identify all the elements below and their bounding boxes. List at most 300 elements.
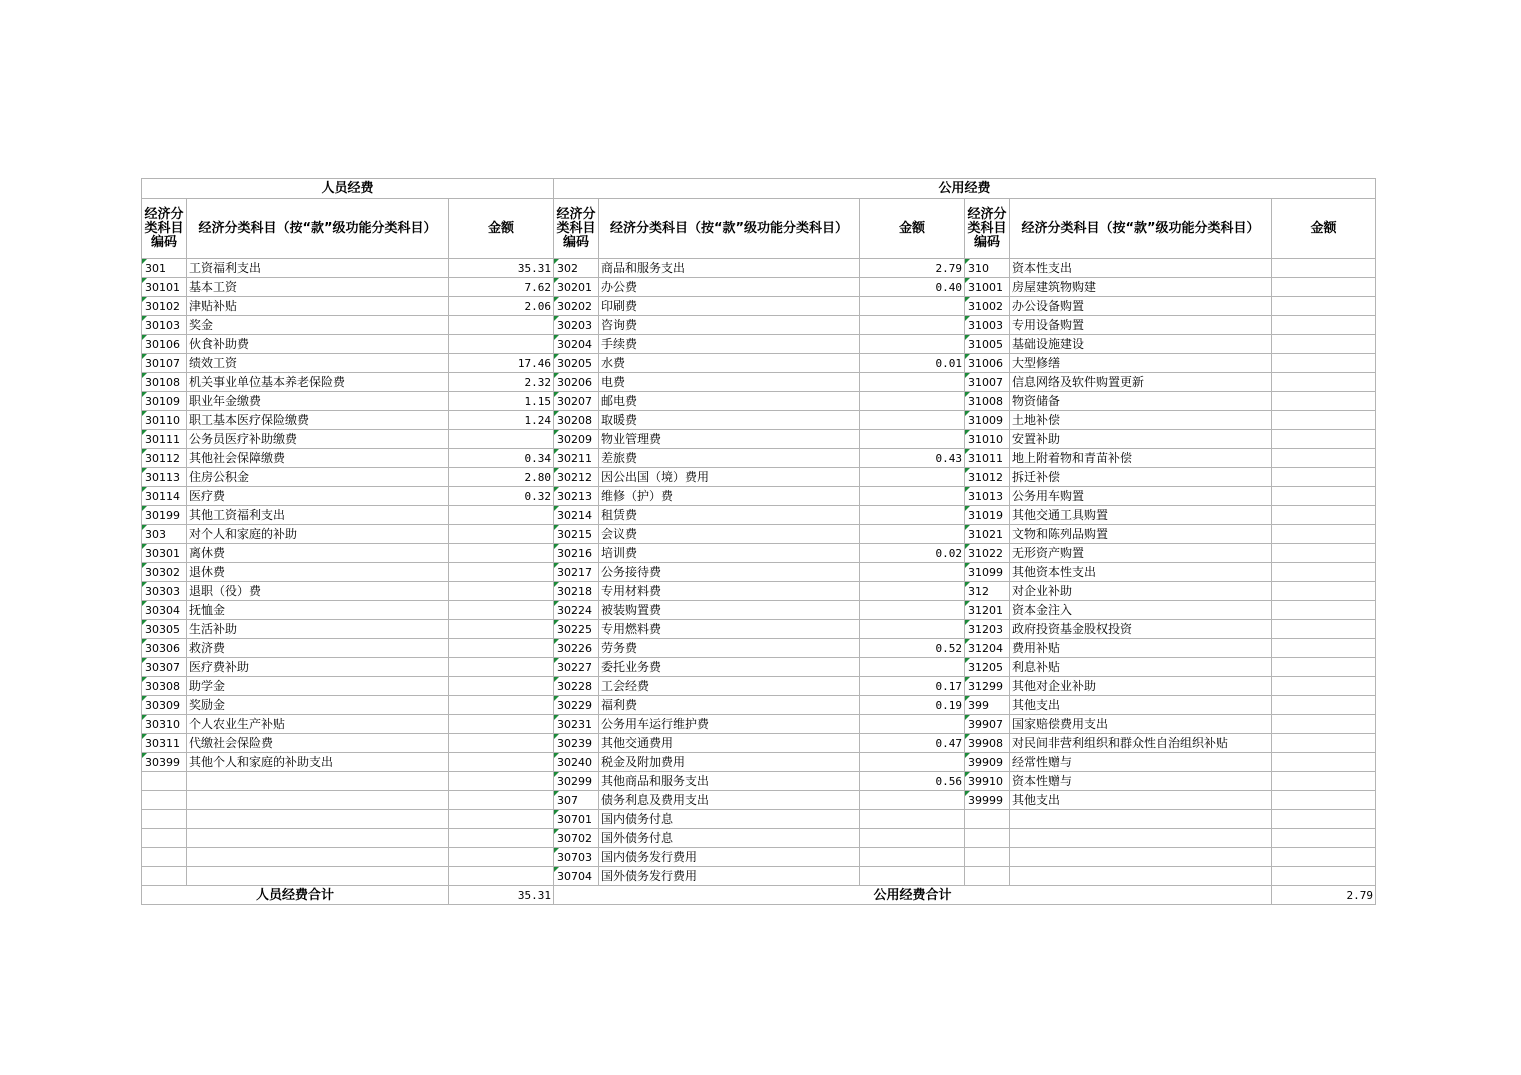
amount-cell[interactable]: 2.32 xyxy=(449,373,554,392)
account-name-cell[interactable]: 其他交通费用 xyxy=(599,734,860,753)
account-name-cell[interactable] xyxy=(1010,810,1272,829)
account-code-cell[interactable]: 30240 xyxy=(554,753,599,772)
account-name-cell[interactable]: 物业管理费 xyxy=(599,430,860,449)
amount-cell[interactable] xyxy=(449,829,554,848)
amount-cell[interactable] xyxy=(1272,259,1376,278)
account-code-cell[interactable]: 31299 xyxy=(965,677,1010,696)
amount-cell[interactable] xyxy=(860,373,965,392)
account-code-cell[interactable]: 30110 xyxy=(142,411,187,430)
account-name-cell[interactable] xyxy=(1010,829,1272,848)
account-name-cell[interactable]: 救济费 xyxy=(187,639,449,658)
account-name-cell[interactable]: 经常性赠与 xyxy=(1010,753,1272,772)
account-code-cell[interactable]: 30206 xyxy=(554,373,599,392)
amount-cell[interactable]: 35.31 xyxy=(449,259,554,278)
account-name-cell[interactable]: 办公费 xyxy=(599,278,860,297)
account-code-cell[interactable]: 30108 xyxy=(142,373,187,392)
account-code-cell[interactable]: 31008 xyxy=(965,392,1010,411)
account-name-cell[interactable]: 公务接待费 xyxy=(599,563,860,582)
account-code-cell[interactable]: 30109 xyxy=(142,392,187,411)
account-code-cell[interactable] xyxy=(142,829,187,848)
account-code-cell[interactable]: 30199 xyxy=(142,506,187,525)
account-name-cell[interactable] xyxy=(187,867,449,886)
amount-cell[interactable] xyxy=(449,791,554,810)
amount-cell[interactable] xyxy=(860,601,965,620)
account-name-cell[interactable]: 邮电费 xyxy=(599,392,860,411)
amount-cell[interactable] xyxy=(860,582,965,601)
amount-cell[interactable] xyxy=(1272,601,1376,620)
amount-cell[interactable] xyxy=(1272,544,1376,563)
amount-cell[interactable] xyxy=(1272,753,1376,772)
account-name-cell[interactable]: 土地补偿 xyxy=(1010,411,1272,430)
amount-cell[interactable] xyxy=(1272,772,1376,791)
account-code-cell[interactable]: 30215 xyxy=(554,525,599,544)
account-name-cell[interactable]: 其他个人和家庭的补助支出 xyxy=(187,753,449,772)
account-name-cell[interactable]: 退职（役）费 xyxy=(187,582,449,601)
account-code-cell[interactable]: 30702 xyxy=(554,829,599,848)
amount-cell[interactable] xyxy=(449,335,554,354)
account-code-cell[interactable]: 30224 xyxy=(554,601,599,620)
account-name-cell[interactable]: 其他商品和服务支出 xyxy=(599,772,860,791)
amount-cell[interactable] xyxy=(449,677,554,696)
account-name-cell[interactable]: 对企业补助 xyxy=(1010,582,1272,601)
amount-cell[interactable] xyxy=(860,791,965,810)
amount-cell[interactable] xyxy=(1272,848,1376,867)
account-code-cell[interactable]: 31011 xyxy=(965,449,1010,468)
account-code-cell[interactable] xyxy=(965,867,1010,886)
account-name-cell[interactable]: 专用燃料费 xyxy=(599,620,860,639)
account-name-cell[interactable]: 离休费 xyxy=(187,544,449,563)
amount-cell[interactable] xyxy=(860,430,965,449)
account-code-cell[interactable]: 30111 xyxy=(142,430,187,449)
amount-cell[interactable]: 17.46 xyxy=(449,354,554,373)
account-name-cell[interactable]: 其他工资福利支出 xyxy=(187,506,449,525)
amount-cell[interactable] xyxy=(860,867,965,886)
amount-cell[interactable] xyxy=(449,848,554,867)
account-name-cell[interactable]: 专用设备购置 xyxy=(1010,316,1272,335)
account-name-cell[interactable]: 生活补助 xyxy=(187,620,449,639)
amount-cell[interactable] xyxy=(449,563,554,582)
account-name-cell[interactable]: 公务用车运行维护费 xyxy=(599,715,860,734)
amount-cell[interactable] xyxy=(860,753,965,772)
account-code-cell[interactable]: 30301 xyxy=(142,544,187,563)
account-code-cell[interactable]: 30106 xyxy=(142,335,187,354)
account-name-cell[interactable]: 伙食补助费 xyxy=(187,335,449,354)
amount-cell[interactable] xyxy=(1272,829,1376,848)
account-code-cell[interactable]: 30102 xyxy=(142,297,187,316)
account-code-cell[interactable]: 312 xyxy=(965,582,1010,601)
amount-cell[interactable] xyxy=(1272,867,1376,886)
account-name-cell[interactable]: 退休费 xyxy=(187,563,449,582)
account-name-cell[interactable]: 对个人和家庭的补助 xyxy=(187,525,449,544)
account-code-cell[interactable]: 31203 xyxy=(965,620,1010,639)
account-name-cell[interactable]: 文物和陈列品购置 xyxy=(1010,525,1272,544)
account-name-cell[interactable]: 抚恤金 xyxy=(187,601,449,620)
amount-cell[interactable]: 0.34 xyxy=(449,449,554,468)
account-code-cell[interactable]: 30304 xyxy=(142,601,187,620)
account-code-cell[interactable]: 30209 xyxy=(554,430,599,449)
account-code-cell[interactable]: 31005 xyxy=(965,335,1010,354)
account-code-cell[interactable] xyxy=(142,867,187,886)
amount-cell[interactable] xyxy=(860,658,965,677)
account-name-cell[interactable]: 奖励金 xyxy=(187,696,449,715)
account-code-cell[interactable]: 30204 xyxy=(554,335,599,354)
account-code-cell[interactable]: 31001 xyxy=(965,278,1010,297)
account-name-cell[interactable]: 办公设备购置 xyxy=(1010,297,1272,316)
account-name-cell[interactable]: 公务用车购置 xyxy=(1010,487,1272,506)
amount-cell[interactable]: 1.24 xyxy=(449,411,554,430)
account-code-cell[interactable]: 30306 xyxy=(142,639,187,658)
account-code-cell[interactable]: 30311 xyxy=(142,734,187,753)
account-name-cell[interactable]: 资本金注入 xyxy=(1010,601,1272,620)
account-name-cell[interactable]: 国外债务付息 xyxy=(599,829,860,848)
account-code-cell[interactable]: 30107 xyxy=(142,354,187,373)
account-code-cell[interactable]: 39907 xyxy=(965,715,1010,734)
account-code-cell[interactable]: 39999 xyxy=(965,791,1010,810)
account-code-cell[interactable]: 30305 xyxy=(142,620,187,639)
amount-cell[interactable] xyxy=(1272,715,1376,734)
account-name-cell[interactable]: 其他资本性支出 xyxy=(1010,563,1272,582)
account-code-cell[interactable] xyxy=(142,791,187,810)
account-code-cell[interactable]: 30704 xyxy=(554,867,599,886)
account-code-cell[interactable]: 30203 xyxy=(554,316,599,335)
account-code-cell[interactable]: 30101 xyxy=(142,278,187,297)
amount-cell[interactable] xyxy=(860,506,965,525)
account-code-cell[interactable]: 30103 xyxy=(142,316,187,335)
account-name-cell[interactable]: 职工基本医疗保险缴费 xyxy=(187,411,449,430)
account-code-cell[interactable]: 31201 xyxy=(965,601,1010,620)
amount-cell[interactable]: 2.80 xyxy=(449,468,554,487)
account-code-cell[interactable]: 30202 xyxy=(554,297,599,316)
account-name-cell[interactable]: 公务员医疗补助缴费 xyxy=(187,430,449,449)
account-name-cell[interactable]: 商品和服务支出 xyxy=(599,259,860,278)
amount-cell[interactable] xyxy=(1272,563,1376,582)
account-code-cell[interactable]: 30701 xyxy=(554,810,599,829)
amount-cell[interactable]: 1.15 xyxy=(449,392,554,411)
account-code-cell[interactable]: 31099 xyxy=(965,563,1010,582)
amount-cell[interactable] xyxy=(860,468,965,487)
amount-cell[interactable]: 0.02 xyxy=(860,544,965,563)
account-name-cell[interactable]: 其他对企业补助 xyxy=(1010,677,1272,696)
account-code-cell[interactable]: 30208 xyxy=(554,411,599,430)
account-code-cell[interactable] xyxy=(142,810,187,829)
account-code-cell[interactable]: 39908 xyxy=(965,734,1010,753)
amount-cell[interactable]: 0.01 xyxy=(860,354,965,373)
table-row xyxy=(142,487,1376,506)
account-name-cell[interactable]: 基本工资 xyxy=(187,278,449,297)
amount-cell[interactable] xyxy=(860,525,965,544)
account-code-cell[interactable]: 31013 xyxy=(965,487,1010,506)
amount-cell[interactable] xyxy=(1272,487,1376,506)
amount-cell[interactable] xyxy=(860,297,965,316)
account-name-cell[interactable] xyxy=(187,829,449,848)
account-code-cell[interactable]: 303 xyxy=(142,525,187,544)
amount-cell[interactable]: 0.47 xyxy=(860,734,965,753)
amount-cell[interactable] xyxy=(449,582,554,601)
amount-cell[interactable] xyxy=(1272,734,1376,753)
account-code-cell[interactable] xyxy=(965,829,1010,848)
account-code-cell[interactable]: 30299 xyxy=(554,772,599,791)
account-code-cell[interactable]: 30201 xyxy=(554,278,599,297)
account-code-cell[interactable]: 30309 xyxy=(142,696,187,715)
account-code-cell[interactable]: 30114 xyxy=(142,487,187,506)
account-code-cell[interactable]: 30302 xyxy=(142,563,187,582)
account-name-cell[interactable]: 劳务费 xyxy=(599,639,860,658)
amount-cell[interactable] xyxy=(860,411,965,430)
account-code-cell[interactable]: 31205 xyxy=(965,658,1010,677)
account-name-cell[interactable]: 其他支出 xyxy=(1010,696,1272,715)
account-code-cell[interactable]: 31003 xyxy=(965,316,1010,335)
account-name-cell[interactable]: 税金及附加费用 xyxy=(599,753,860,772)
account-name-cell[interactable]: 政府投资基金股权投资 xyxy=(1010,620,1272,639)
account-name-cell[interactable]: 职业年金缴费 xyxy=(187,392,449,411)
account-name-cell[interactable]: 会议费 xyxy=(599,525,860,544)
amount-cell[interactable] xyxy=(449,430,554,449)
account-name-cell[interactable]: 资本性支出 xyxy=(1010,259,1272,278)
account-name-cell[interactable]: 工资福利支出 xyxy=(187,259,449,278)
account-name-cell[interactable]: 培训费 xyxy=(599,544,860,563)
account-code-cell[interactable]: 30205 xyxy=(554,354,599,373)
table-row xyxy=(142,430,1376,449)
amount-cell[interactable] xyxy=(449,696,554,715)
amount-cell[interactable] xyxy=(1272,335,1376,354)
account-code-cell[interactable]: 30231 xyxy=(554,715,599,734)
account-name-cell[interactable]: 资本性赠与 xyxy=(1010,772,1272,791)
amount-cell[interactable] xyxy=(449,525,554,544)
account-name-cell[interactable]: 代缴社会保险费 xyxy=(187,734,449,753)
amount-cell[interactable] xyxy=(449,620,554,639)
amount-cell[interactable] xyxy=(860,392,965,411)
account-name-cell[interactable]: 委托业务费 xyxy=(599,658,860,677)
account-code-cell[interactable]: 30229 xyxy=(554,696,599,715)
account-code-cell[interactable]: 30239 xyxy=(554,734,599,753)
account-name-cell[interactable]: 对民间非营利组织和群众性自治组织补贴 xyxy=(1010,734,1272,753)
amount-cell[interactable] xyxy=(1272,506,1376,525)
account-code-cell[interactable]: 31002 xyxy=(965,297,1010,316)
account-code-cell[interactable]: 30216 xyxy=(554,544,599,563)
account-name-cell[interactable]: 国内债务付息 xyxy=(599,810,860,829)
account-name-cell[interactable]: 机关事业单位基本养老保险费 xyxy=(187,373,449,392)
account-code-cell[interactable]: 30207 xyxy=(554,392,599,411)
account-code-cell[interactable]: 30113 xyxy=(142,468,187,487)
amount-cell[interactable] xyxy=(1272,582,1376,601)
account-code-cell[interactable]: 30703 xyxy=(554,848,599,867)
account-code-cell[interactable] xyxy=(965,810,1010,829)
account-name-cell[interactable]: 住房公积金 xyxy=(187,468,449,487)
account-code-cell[interactable]: 30112 xyxy=(142,449,187,468)
account-code-cell[interactable]: 30307 xyxy=(142,658,187,677)
account-name-cell[interactable] xyxy=(187,810,449,829)
amount-cell[interactable] xyxy=(1272,392,1376,411)
account-code-cell[interactable]: 30228 xyxy=(554,677,599,696)
account-name-cell[interactable]: 专用材料费 xyxy=(599,582,860,601)
account-code-cell[interactable]: 30399 xyxy=(142,753,187,772)
amount-cell[interactable] xyxy=(1272,468,1376,487)
account-name-cell[interactable]: 利息补贴 xyxy=(1010,658,1272,677)
account-name-cell[interactable]: 咨询费 xyxy=(599,316,860,335)
amount-cell[interactable] xyxy=(860,620,965,639)
amount-cell[interactable]: 2.79 xyxy=(860,259,965,278)
amount-cell[interactable] xyxy=(449,544,554,563)
account-code-cell[interactable]: 31019 xyxy=(965,506,1010,525)
account-name-cell[interactable]: 绩效工资 xyxy=(187,354,449,373)
amount-cell[interactable] xyxy=(860,335,965,354)
account-code-cell[interactable]: 31009 xyxy=(965,411,1010,430)
account-name-cell[interactable]: 拆迁补偿 xyxy=(1010,468,1272,487)
amount-cell[interactable] xyxy=(1272,297,1376,316)
account-code-cell[interactable]: 307 xyxy=(554,791,599,810)
amount-cell[interactable] xyxy=(449,810,554,829)
account-name-cell[interactable]: 安置补助 xyxy=(1010,430,1272,449)
amount-cell[interactable]: 7.62 xyxy=(449,278,554,297)
account-name-cell[interactable]: 国家赔偿费用支出 xyxy=(1010,715,1272,734)
account-name-cell[interactable]: 其他交通工具购置 xyxy=(1010,506,1272,525)
amount-cell[interactable] xyxy=(1272,373,1376,392)
amount-cell[interactable] xyxy=(1272,791,1376,810)
account-name-cell[interactable] xyxy=(187,772,449,791)
table-row xyxy=(142,297,1376,316)
account-code-cell[interactable]: 31012 xyxy=(965,468,1010,487)
amount-cell[interactable] xyxy=(449,715,554,734)
amount-cell[interactable] xyxy=(1272,620,1376,639)
amount-cell[interactable] xyxy=(860,487,965,506)
amount-cell[interactable] xyxy=(449,734,554,753)
account-code-cell[interactable]: 30310 xyxy=(142,715,187,734)
account-code-cell[interactable]: 302 xyxy=(554,259,599,278)
account-name-cell[interactable]: 水费 xyxy=(599,354,860,373)
amount-cell[interactable] xyxy=(449,753,554,772)
amount-cell[interactable]: 0.43 xyxy=(860,449,965,468)
account-name-cell[interactable]: 其他支出 xyxy=(1010,791,1272,810)
account-name-cell[interactable]: 国内债务发行费用 xyxy=(599,848,860,867)
account-name-cell[interactable]: 维修（护）费 xyxy=(599,487,860,506)
account-code-cell[interactable]: 39910 xyxy=(965,772,1010,791)
account-code-cell[interactable]: 30303 xyxy=(142,582,187,601)
amount-cell[interactable] xyxy=(449,316,554,335)
account-name-cell[interactable]: 债务利息及费用支出 xyxy=(599,791,860,810)
account-code-cell[interactable]: 30213 xyxy=(554,487,599,506)
account-code-cell[interactable]: 30212 xyxy=(554,468,599,487)
amount-cell[interactable] xyxy=(449,867,554,886)
account-name-cell[interactable]: 被装购置费 xyxy=(599,601,860,620)
account-name-cell[interactable]: 奖金 xyxy=(187,316,449,335)
account-code-cell[interactable]: 30218 xyxy=(554,582,599,601)
account-name-cell[interactable] xyxy=(1010,848,1272,867)
account-name-cell[interactable]: 助学金 xyxy=(187,677,449,696)
amount-cell[interactable]: 0.19 xyxy=(860,696,965,715)
account-code-cell[interactable]: 31204 xyxy=(965,639,1010,658)
account-code-cell[interactable] xyxy=(142,848,187,867)
account-name-cell[interactable]: 印刷费 xyxy=(599,297,860,316)
account-name-cell[interactable]: 工会经费 xyxy=(599,677,860,696)
amount-cell[interactable] xyxy=(860,810,965,829)
account-name-cell[interactable]: 国外债务发行费用 xyxy=(599,867,860,886)
amount-cell[interactable] xyxy=(860,829,965,848)
amount-cell[interactable] xyxy=(449,639,554,658)
amount-cell[interactable] xyxy=(860,316,965,335)
account-name-cell[interactable]: 其他社会保障缴费 xyxy=(187,449,449,468)
account-code-cell[interactable]: 31006 xyxy=(965,354,1010,373)
account-code-cell[interactable]: 30225 xyxy=(554,620,599,639)
account-name-cell[interactable]: 医疗费补助 xyxy=(187,658,449,677)
account-name-cell[interactable] xyxy=(187,848,449,867)
amount-cell[interactable] xyxy=(1272,411,1376,430)
amount-cell[interactable] xyxy=(860,848,965,867)
account-code-cell[interactable]: 30226 xyxy=(554,639,599,658)
amount-cell[interactable]: 0.52 xyxy=(860,639,965,658)
amount-cell[interactable] xyxy=(1272,525,1376,544)
amount-cell[interactable] xyxy=(449,601,554,620)
account-code-cell[interactable]: 30217 xyxy=(554,563,599,582)
account-code-cell[interactable] xyxy=(142,772,187,791)
account-name-cell[interactable]: 基础设施建设 xyxy=(1010,335,1272,354)
account-name-cell[interactable]: 医疗费 xyxy=(187,487,449,506)
amount-cell[interactable] xyxy=(449,506,554,525)
account-name-cell[interactable]: 物资储备 xyxy=(1010,392,1272,411)
amount-cell[interactable] xyxy=(1272,677,1376,696)
account-name-cell[interactable] xyxy=(187,791,449,810)
amount-cell[interactable] xyxy=(1272,449,1376,468)
amount-cell[interactable] xyxy=(1272,810,1376,829)
account-name-cell[interactable]: 手续费 xyxy=(599,335,860,354)
amount-cell[interactable] xyxy=(449,772,554,791)
amount-cell[interactable]: 0.40 xyxy=(860,278,965,297)
account-code-cell[interactable]: 399 xyxy=(965,696,1010,715)
amount-cell[interactable] xyxy=(1272,658,1376,677)
account-name-cell[interactable]: 地上附着物和青苗补偿 xyxy=(1010,449,1272,468)
account-code-cell[interactable]: 31007 xyxy=(965,373,1010,392)
account-name-cell[interactable]: 信息网络及软件购置更新 xyxy=(1010,373,1272,392)
amount-cell[interactable] xyxy=(1272,696,1376,715)
amount-cell[interactable] xyxy=(860,715,965,734)
account-code-cell[interactable]: 31010 xyxy=(965,430,1010,449)
account-name-cell[interactable]: 租赁费 xyxy=(599,506,860,525)
account-code-cell[interactable]: 31021 xyxy=(965,525,1010,544)
amount-cell[interactable]: 0.32 xyxy=(449,487,554,506)
amount-cell[interactable] xyxy=(1272,430,1376,449)
account-code-cell[interactable]: 31022 xyxy=(965,544,1010,563)
amount-cell[interactable]: 0.17 xyxy=(860,677,965,696)
account-code-cell[interactable]: 39909 xyxy=(965,753,1010,772)
amount-cell[interactable] xyxy=(1272,354,1376,373)
amount-cell[interactable] xyxy=(449,658,554,677)
account-name-cell[interactable] xyxy=(1010,867,1272,886)
amount-cell[interactable] xyxy=(1272,639,1376,658)
account-code-cell[interactable]: 30308 xyxy=(142,677,187,696)
account-code-cell[interactable] xyxy=(965,848,1010,867)
account-name-cell[interactable]: 取暖费 xyxy=(599,411,860,430)
amount-cell[interactable] xyxy=(1272,316,1376,335)
account-name-cell[interactable]: 个人农业生产补贴 xyxy=(187,715,449,734)
account-name-cell[interactable]: 费用补贴 xyxy=(1010,639,1272,658)
account-code-cell[interactable]: 301 xyxy=(142,259,187,278)
amount-cell[interactable]: 2.06 xyxy=(449,297,554,316)
account-name-cell[interactable]: 差旅费 xyxy=(599,449,860,468)
account-name-cell[interactable]: 福利费 xyxy=(599,696,860,715)
account-name-cell[interactable]: 房屋建筑物购建 xyxy=(1010,278,1272,297)
account-code-cell[interactable]: 30227 xyxy=(554,658,599,677)
account-name-cell[interactable]: 津贴补贴 xyxy=(187,297,449,316)
amount-cell[interactable] xyxy=(1272,278,1376,297)
account-name-cell[interactable]: 电费 xyxy=(599,373,860,392)
account-code-cell[interactable]: 30214 xyxy=(554,506,599,525)
account-name-cell[interactable]: 大型修缮 xyxy=(1010,354,1272,373)
account-name-cell[interactable]: 无形资产购置 xyxy=(1010,544,1272,563)
amount-cell[interactable] xyxy=(860,563,965,582)
account-code-cell[interactable]: 30211 xyxy=(554,449,599,468)
account-name-cell[interactable]: 因公出国（境）费用 xyxy=(599,468,860,487)
account-code-cell[interactable]: 310 xyxy=(965,259,1010,278)
amount-cell[interactable]: 0.56 xyxy=(860,772,965,791)
